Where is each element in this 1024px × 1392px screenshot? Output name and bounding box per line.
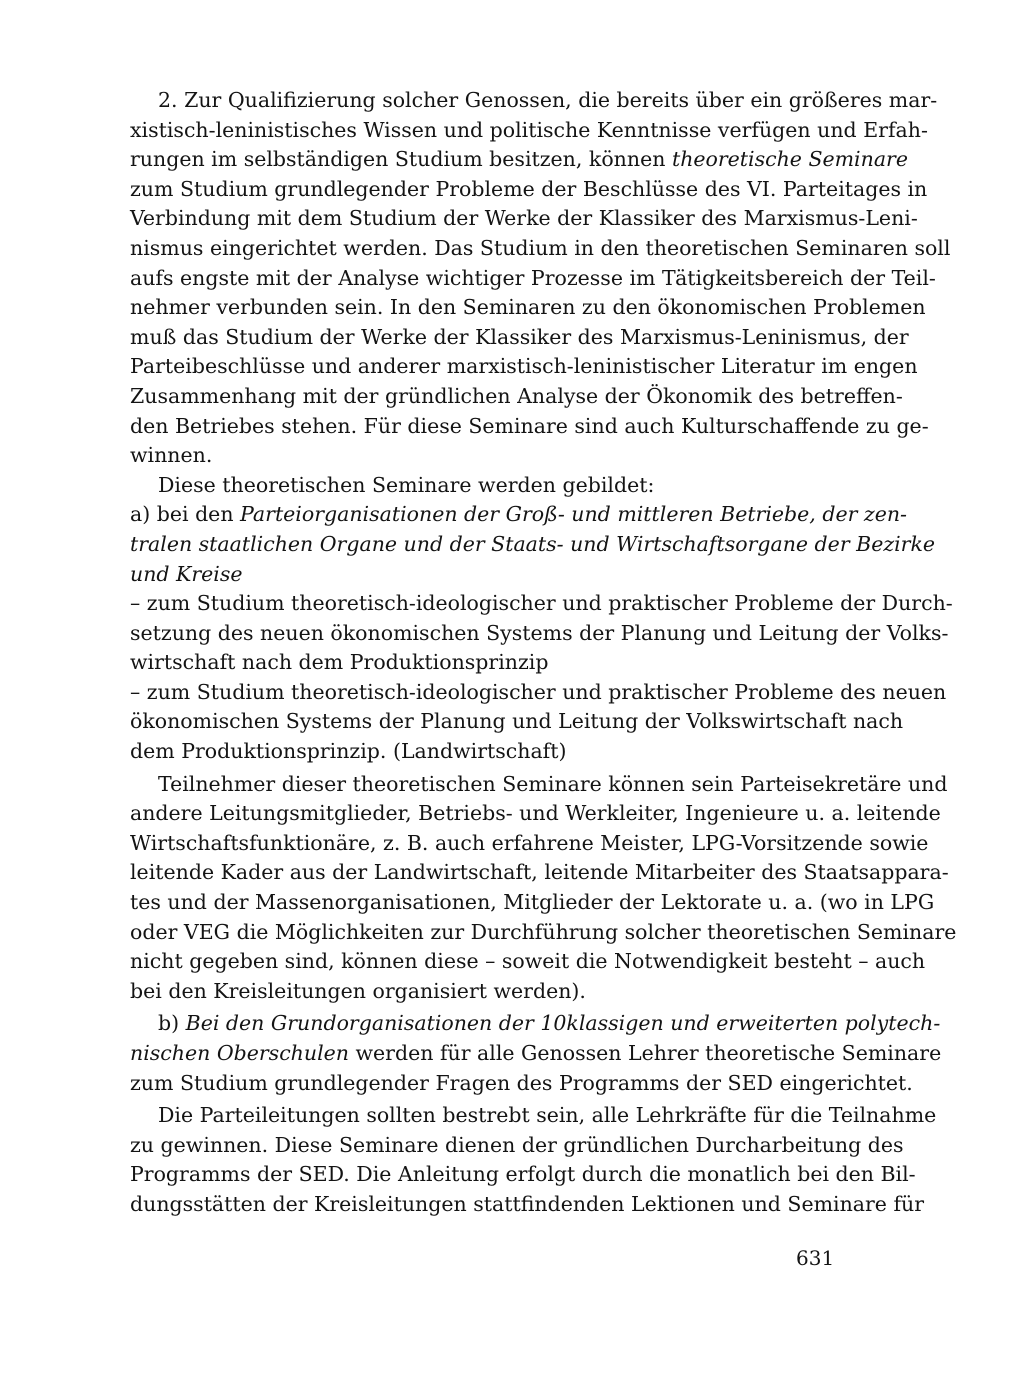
- text-run: ökonomischen Systems der Planung und Leitung der Volkswirtschaft nach: [130, 709, 904, 734]
- text-line: [130, 619, 949, 649]
- text-line: [130, 888, 935, 918]
- text-run: werden für alle Genossen Lehrer theoretische Seminare: [348, 1041, 942, 1065]
- text-line: [130, 1039, 942, 1069]
- text-run: Die Parteileitungen sollten bestrebt sein, alle Lehrkräfte für die Teilnahme: [158, 1103, 937, 1128]
- page-number: 631: [796, 1246, 835, 1270]
- text-line: [130, 737, 872, 767]
- text-run: a) bei den: [130, 502, 241, 527]
- body-text: [130, 86, 957, 1220]
- italic-text-run: Parteiorganisationen der Groß- und mittleren Betriebe, der zen-: [240, 502, 907, 527]
- text-line: [130, 977, 872, 1007]
- text-line: [130, 1101, 937, 1131]
- text-line: [130, 86, 938, 116]
- text-line: [130, 1190, 925, 1220]
- text-line: [130, 412, 929, 442]
- text-run: andere Leitungsmitglieder, Betriebs- und Werkleiter, Ingenieure u. a. leitende: [130, 801, 941, 826]
- italic-text-run: nischen Oberschulen: [130, 1041, 349, 1065]
- text-run: zum Studium grundlegender Fragen des Programms der SED eingerichtet.: [130, 1070, 913, 1095]
- text-line: [130, 352, 918, 382]
- text-line: [130, 1069, 913, 1099]
- text-run: Programms der SED. Die Anleitung erfolgt durch die monatlich bei den Bil-: [130, 1162, 916, 1187]
- text-line: [130, 441, 872, 471]
- text-run: nismus eingerichtet werden. Das Studium in den theoretischen Seminaren soll: [130, 235, 951, 260]
- text-line: [130, 116, 928, 146]
- text-run: Teilnehmer dieser theoretischen Seminare können sein Parteisekretäre und: [158, 771, 948, 796]
- text-run: muß das Studium der Werke der Klassiker des Marxismus-Leninismus, der: [130, 324, 909, 349]
- text-run: dem Produktionsprinzip. (Landwirtschaft): [130, 739, 567, 764]
- text-run: tes und der Massenorganisationen, Mitglieder der Lektorate u. a. (wo in LPG: [130, 890, 935, 915]
- text-line: [130, 648, 872, 678]
- text-run: wirtschaft nach dem Produktionsprinzip: [130, 650, 549, 675]
- text-line: [130, 770, 948, 800]
- text-run: Diese theoretischen Seminare werden gebildet:: [158, 472, 655, 497]
- text-line: [130, 1131, 904, 1161]
- text-run: den Betriebes stehen. Für diese Seminare sind auch Kulturschaffende zu ge-: [130, 413, 929, 438]
- text-line: [130, 500, 907, 530]
- text-run: setzung des neuen ökonomischen Systems der Planung und Leitung der Volks-: [130, 620, 949, 645]
- text-run: Parteibeschlüsse und anderer marxistisch-leninistischer Literatur im engen: [130, 354, 918, 379]
- text-line: [130, 1160, 916, 1190]
- text-line: [130, 707, 904, 737]
- text-run: – zum Studium theoretisch-ideologischer und praktischer Probleme des neuen: [130, 679, 947, 704]
- text-run: Wirtschaftsfunktionäre, z. B. auch erfahrene Meister, LPG-Vorsitzende sowie: [130, 830, 929, 855]
- text-line: [130, 382, 903, 412]
- text-line: [130, 145, 908, 175]
- text-line: [130, 858, 949, 888]
- text-run: nicht gegeben sind, können diese – soweit die Notwendigkeit besteht – auch: [130, 949, 926, 974]
- text-line: [130, 829, 929, 859]
- text-run: zum Studium grundlegender Probleme der Beschlüsse des VI. Parteitages in: [130, 176, 928, 201]
- text-line: [130, 264, 936, 294]
- text-run: 2. Zur Qualifizierung solcher Genossen, die bereits über ein größeres mar-: [158, 88, 938, 112]
- text-line: [130, 175, 928, 205]
- italic-text-run: und Kreise: [130, 561, 243, 586]
- text-line: [130, 323, 909, 353]
- text-run: rungen im selbständigen Studium besitzen, können: [130, 147, 672, 172]
- italic-text-run: Bei den Grundorganisationen der 10klassigen und erweiterten polytech-: [185, 1011, 941, 1036]
- text-run: zu gewinnen. Diese Seminare dienen der gründlichen Durcharbeitung des: [130, 1132, 904, 1157]
- text-run: dungsstätten der Kreisleitungen stattfindenden Lektionen und Seminare für: [130, 1191, 925, 1216]
- text-run: Zusammenhang mit der gründlichen Analyse der Ökonomik des betreffen-: [130, 383, 903, 408]
- text-run: Verbindung mit dem Studium der Werke der Klassiker des Marxismus-Leni-: [130, 206, 918, 231]
- text-line: [130, 293, 926, 323]
- text-run: aufs engste mit der Analyse wichtiger Prozesse im Tätigkeitsbereich der Teil-: [130, 265, 936, 290]
- text-line: [130, 589, 953, 619]
- text-run: b): [158, 1011, 186, 1036]
- text-line: [130, 918, 957, 948]
- text-run: nehmer verbunden sein. In den Seminaren zu den ökonomischen Problemen: [130, 295, 926, 320]
- text-line: [130, 471, 872, 501]
- text-run: xistisch-leninistisches Wissen und politische Kenntnisse verfügen und Erfah-: [130, 117, 928, 142]
- text-line: [130, 678, 947, 708]
- text-run: leitende Kader aus der Landwirtschaft, leitende Mitarbeiter des Staatsappara-: [130, 860, 949, 885]
- text-run: winnen.: [130, 443, 213, 468]
- italic-text-run: tralen staatlichen Organe und der Staats- und Wirtschaftsorgane der Bezirke: [130, 531, 936, 556]
- text-line: [130, 947, 926, 977]
- text-line: [130, 799, 941, 829]
- text-line: [130, 204, 918, 234]
- text-run: oder VEG die Möglichkeiten zur Durchführung solcher theoretischen Seminare: [130, 919, 957, 944]
- text-run: – zum Studium theoretisch-ideologischer und praktischer Probleme der Durch-: [130, 591, 953, 616]
- text-line: [130, 560, 872, 590]
- text-run: bei den Kreisleitungen organisiert werden).: [130, 978, 586, 1003]
- italic-text-run: theoretische Seminare: [671, 147, 908, 172]
- text-line: [130, 1009, 941, 1039]
- text-line: [130, 234, 951, 264]
- text-line: [130, 530, 936, 560]
